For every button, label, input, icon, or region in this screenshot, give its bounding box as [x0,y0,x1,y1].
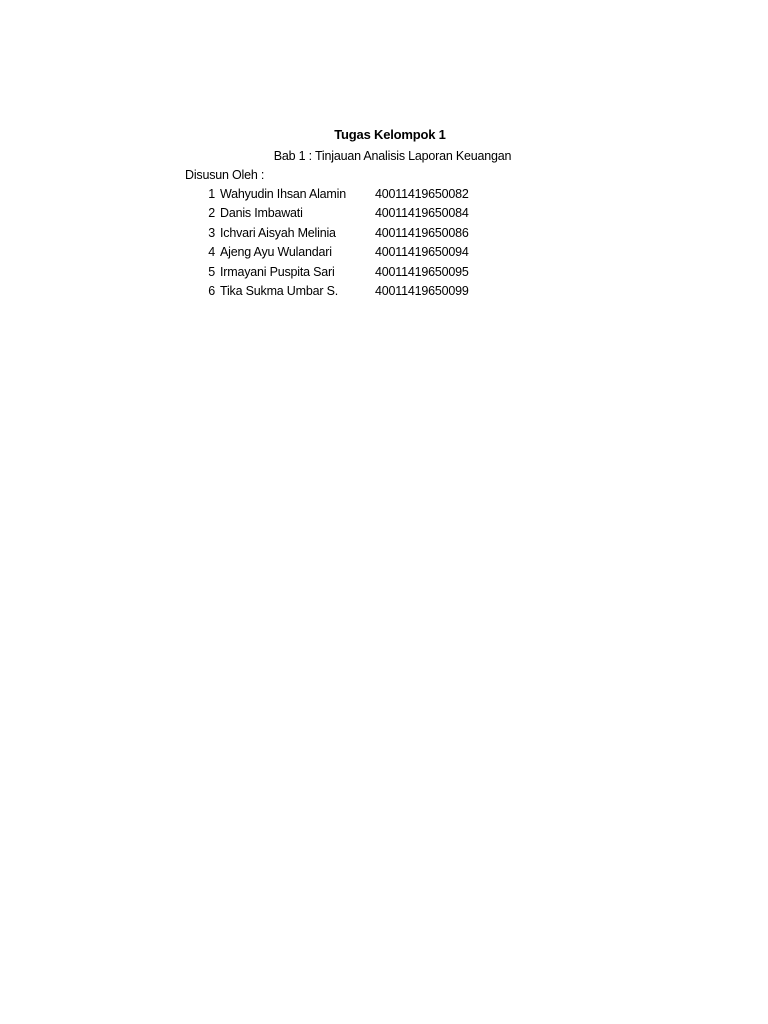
member-number: 1 [208,187,215,201]
member-name: Ichvari Aisyah Melinia [220,225,336,240]
document-title: Tugas Kelompok 1 [334,127,446,142]
member-number: 2 [208,206,215,221]
member-name: Irmayani Puspita Sari [220,264,335,279]
document-subtitle: Bab 1 : Tinjauan Analisis Laporan Keuangan [273,149,512,163]
authors-label: Disusun Oleh : [185,168,265,182]
member-list [0,185,768,301]
member-number: 3 [208,225,215,240]
member-row [0,204,768,223]
member-nim: 40011419650086 [375,225,469,240]
member-nim: 40011419650094 [375,245,469,260]
member-nim: 40011419650099 [375,283,469,298]
member-name: Tika Sukma Umbar S. [220,283,338,298]
member-nim: 40011419650084 [375,206,469,221]
member-name: Ajeng Ayu Wulandari [220,245,332,260]
member-row [0,243,768,262]
member-name: Danis Imbawati [220,206,303,221]
member-nim: 40011419650095 [375,264,469,279]
member-nim: 40011419650082 [375,187,469,201]
member-number: 6 [208,283,215,298]
member-number: 5 [208,264,215,279]
member-name: Wahyudin Ihsan Alamin [220,187,346,201]
member-number: 4 [208,245,215,260]
member-row [0,282,768,301]
member-row [0,185,768,204]
member-row [0,263,768,282]
member-row [0,224,768,243]
